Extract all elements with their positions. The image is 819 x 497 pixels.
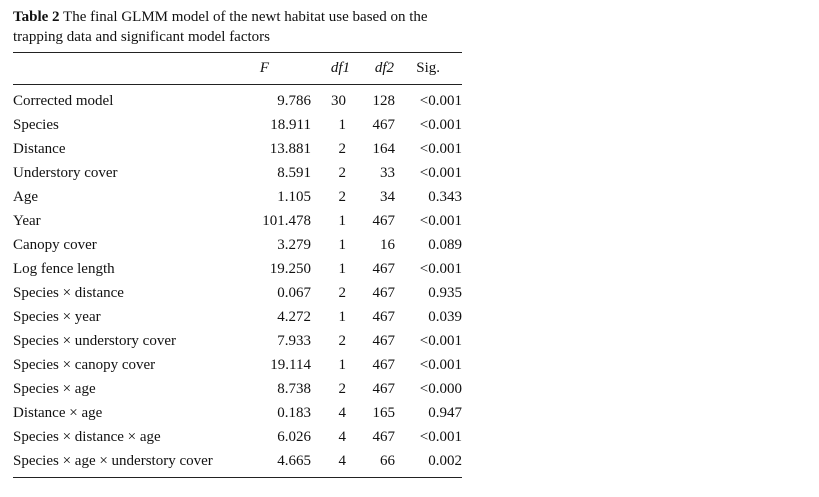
cell-factor: Distance × age [13, 405, 103, 421]
cell-sig: 0.935 [428, 285, 462, 301]
header-rule [13, 84, 462, 85]
cell-f: 8.738 [277, 381, 311, 397]
table-row [13, 307, 462, 331]
table-row [13, 427, 462, 451]
cell-df1: 30 [331, 93, 346, 109]
table-row [13, 355, 462, 379]
cell-df1: 2 [338, 165, 346, 181]
cell-sig: 0.343 [428, 189, 462, 205]
cell-f: 13.881 [269, 141, 311, 157]
cell-df2: 16 [380, 237, 395, 253]
cell-sig: <0.001 [419, 261, 462, 277]
table-caption [13, 7, 473, 47]
cell-f: 3.279 [277, 237, 311, 253]
cell-df1: 1 [338, 117, 346, 133]
table-row [13, 379, 462, 403]
table-row [13, 331, 462, 355]
cell-sig: 0.089 [428, 237, 462, 253]
table-label: Table 2 [13, 9, 60, 25]
cell-f: 8.591 [277, 165, 311, 181]
cell-df1: 1 [338, 357, 346, 373]
cell-factor: Year [13, 213, 41, 229]
cell-df2: 33 [380, 165, 395, 181]
table-row [13, 451, 462, 475]
cell-df2: 467 [372, 381, 395, 397]
table-row [13, 115, 462, 139]
table-row [13, 211, 462, 235]
header-sig: Sig. [416, 60, 440, 76]
cell-df1: 2 [338, 381, 346, 397]
cell-df1: 2 [338, 141, 346, 157]
table-row [13, 283, 462, 307]
header-df1: df1 [330, 60, 350, 76]
cell-sig: <0.001 [419, 93, 462, 109]
cell-f: 19.114 [270, 357, 311, 373]
cell-factor: Distance [13, 141, 66, 157]
header-f: F [259, 60, 269, 76]
cell-sig: <0.001 [419, 213, 462, 229]
cell-df1: 1 [338, 213, 346, 229]
cell-factor: Understory cover [13, 165, 118, 181]
cell-df1: 2 [338, 285, 346, 301]
cell-f: 0.067 [277, 285, 311, 301]
cell-df2: 467 [372, 357, 395, 373]
cell-sig: 0.039 [428, 309, 462, 325]
cell-f: 4.665 [277, 453, 311, 469]
table-row [13, 163, 462, 187]
table-row [13, 235, 462, 259]
cell-df2: 467 [372, 285, 395, 301]
bottom-rule [13, 477, 462, 478]
cell-df1: 2 [338, 189, 346, 205]
cell-f: 18.911 [270, 117, 311, 133]
cell-factor: Species × age × understory cover [13, 453, 213, 469]
cell-sig: <0.001 [419, 117, 462, 133]
cell-df2: 467 [372, 309, 395, 325]
cell-f: 0.183 [277, 405, 311, 421]
cell-factor: Species × age [13, 381, 96, 397]
cell-df1: 4 [338, 453, 346, 469]
cell-factor: Age [13, 189, 38, 205]
cell-factor: Log fence length [13, 261, 115, 277]
cell-factor: Species × understory cover [13, 333, 176, 349]
cell-df2: 128 [372, 93, 395, 109]
table-header-row [13, 58, 462, 82]
table-caption-text: The final GLMM model of the newt habitat use based on the trapping data and significant model factors [13, 9, 428, 45]
table-row [13, 259, 462, 283]
cell-f: 7.933 [277, 333, 311, 349]
cell-f: 9.786 [277, 93, 311, 109]
cell-df2: 467 [372, 117, 395, 133]
cell-df1: 1 [338, 237, 346, 253]
cell-sig: <0.001 [419, 429, 462, 445]
cell-factor: Species × year [13, 309, 101, 325]
cell-factor: Corrected model [13, 93, 114, 109]
table-row [13, 403, 462, 427]
cell-sig: <0.001 [419, 165, 462, 181]
table-row [13, 91, 462, 115]
cell-df2: 34 [380, 189, 395, 205]
cell-sig: <0.001 [419, 333, 462, 349]
cell-df2: 66 [380, 453, 395, 469]
cell-f: 101.478 [262, 213, 311, 229]
cell-factor: Species [13, 117, 59, 133]
cell-df1: 4 [338, 429, 346, 445]
cell-f: 6.026 [277, 429, 311, 445]
cell-df1: 1 [338, 309, 346, 325]
cell-sig: 0.947 [428, 405, 462, 421]
cell-df2: 467 [372, 333, 395, 349]
cell-df2: 467 [372, 213, 395, 229]
cell-df2: 467 [372, 261, 395, 277]
header-df2: df2 [374, 60, 394, 76]
cell-sig: <0.001 [419, 141, 462, 157]
cell-df2: 467 [372, 429, 395, 445]
top-rule [13, 52, 462, 53]
cell-f: 19.250 [269, 261, 311, 277]
cell-factor: Species × distance × age [13, 429, 161, 445]
cell-factor: Species × distance [13, 285, 124, 301]
table-row [13, 139, 462, 163]
cell-df1: 4 [338, 405, 346, 421]
cell-df2: 164 [372, 141, 395, 157]
cell-factor: Species × canopy cover [13, 357, 156, 373]
cell-f: 4.272 [277, 309, 311, 325]
cell-factor: Canopy cover [13, 237, 97, 253]
table-row [13, 187, 462, 211]
cell-sig: <0.000 [419, 381, 462, 397]
cell-df2: 165 [372, 405, 395, 421]
cell-df1: 1 [338, 261, 346, 277]
cell-sig: 0.002 [428, 453, 462, 469]
cell-f: 1.105 [277, 189, 311, 205]
cell-df1: 2 [338, 333, 346, 349]
cell-sig: <0.001 [419, 357, 462, 373]
